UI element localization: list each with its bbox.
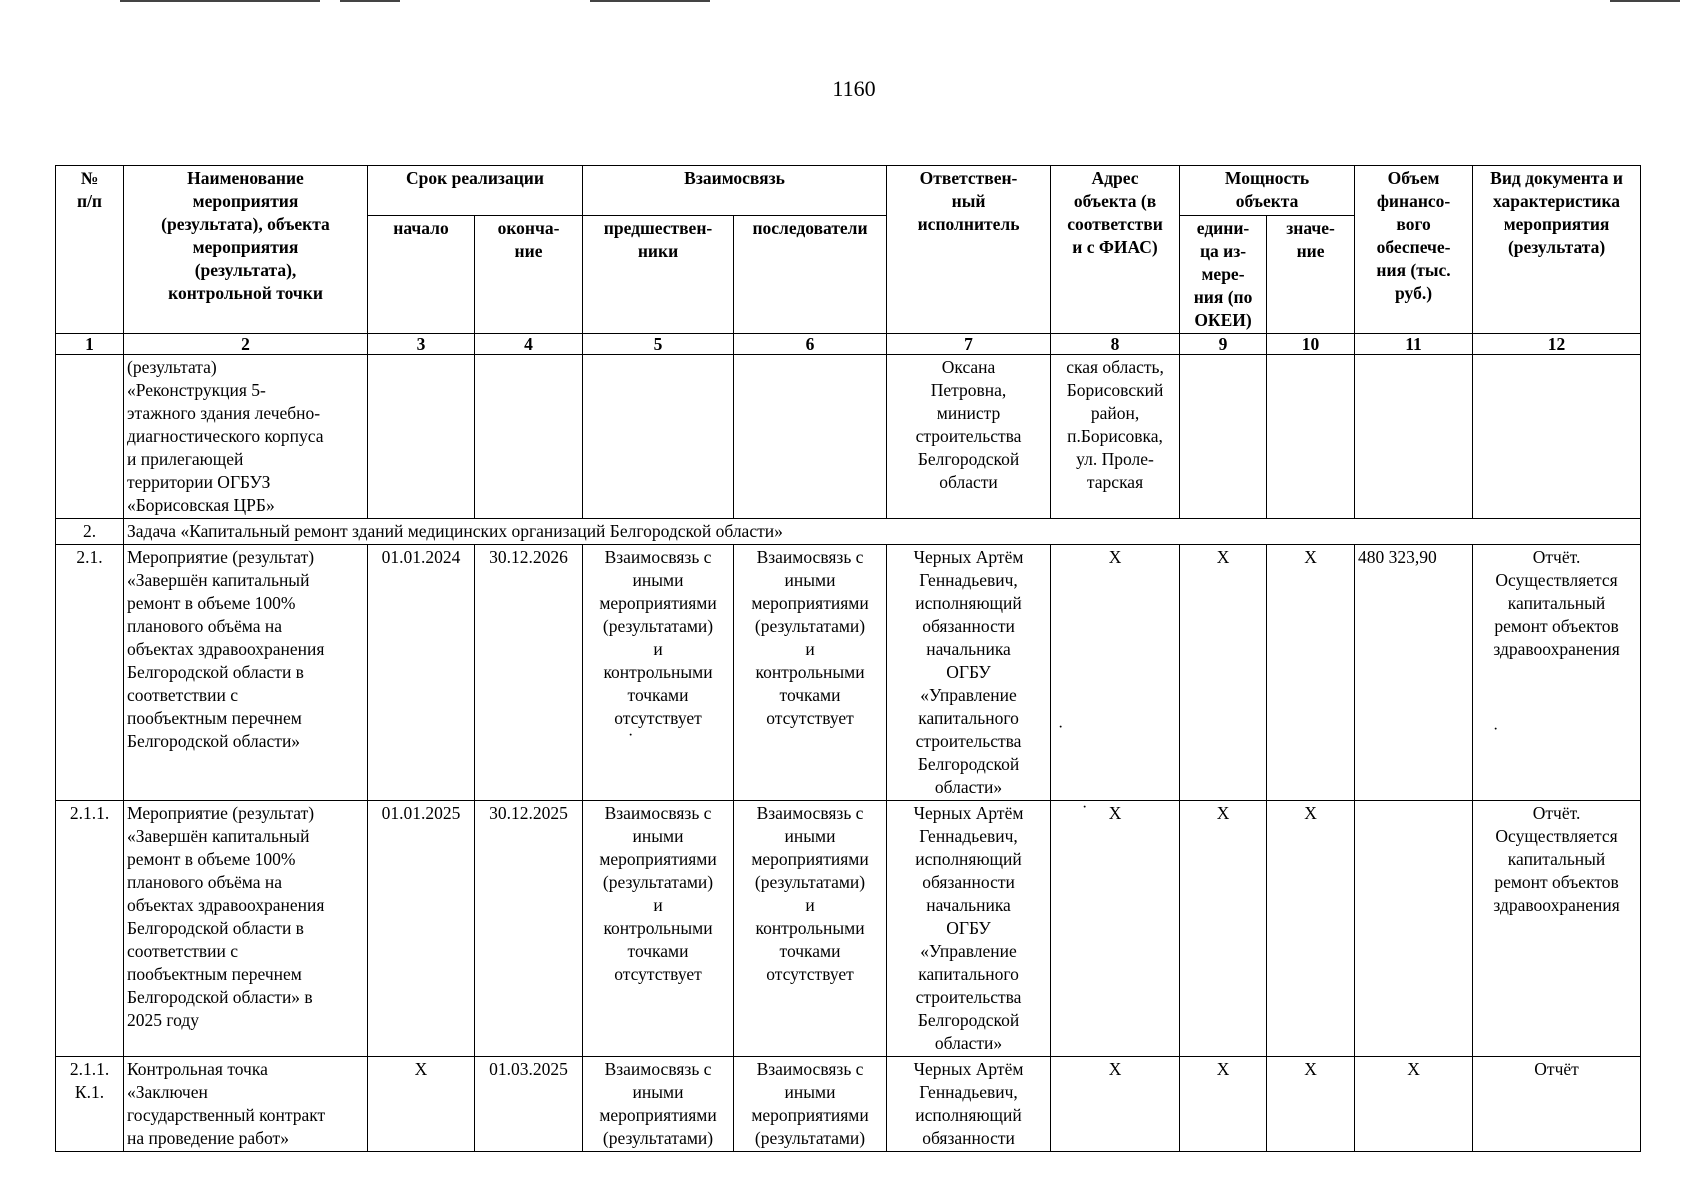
row-num-cell: 2.1. — [56, 545, 124, 801]
column-number: 8 — [1051, 334, 1180, 355]
empty-cell — [368, 355, 475, 519]
column-number: 3 — [368, 334, 475, 355]
row-next-cell: Взаимосвязь с иными мероприятиями (результатами) и контрольными точками отсутствует — [734, 545, 887, 801]
header-period-end: оконча- ние — [475, 216, 583, 334]
empty-cell — [475, 355, 583, 519]
header-doc-type: Вид документа и характеристика мероприятия (результата) — [1473, 166, 1641, 334]
task-title-cell: Задача «Капитальный ремонт зданий медицинских организаций Белгородской области» — [124, 519, 1641, 545]
row-unit-cell: X — [1180, 1057, 1267, 1152]
row-finance-cell — [1355, 801, 1473, 1057]
row-name-cell: Мероприятие (результат) «Завершён капитальный ремонт в объеме 100% планового объёма на объектах здравоохранения Белгородской области в соответствии с пообъектным перечнем Белгородской области» — [124, 545, 368, 801]
column-number: 12 — [1473, 334, 1641, 355]
empty-cell — [583, 355, 734, 519]
row-doc-cell: Отчёт — [1473, 1057, 1641, 1152]
row-value-cell: X — [1267, 801, 1355, 1057]
column-number: 2 — [124, 334, 368, 355]
header-relation-next: последователи — [734, 216, 887, 334]
header-num: № п/п — [56, 166, 124, 334]
row-address-cell: X — [1051, 545, 1180, 801]
column-number: 1 — [56, 334, 124, 355]
row-unit-cell: X — [1180, 801, 1267, 1057]
row-value-cell: X — [1267, 1057, 1355, 1152]
row-name-cell: (результата) «Реконструкция 5- этажного здания лечебно- диагностического корпуса и прилегающей территории ОГБУЗ «Борисовская ЦРБ» — [124, 355, 368, 519]
table-row-2-1-1 — [56, 801, 1641, 1057]
row-finance-cell: X — [1355, 1057, 1473, 1152]
empty-cell — [1355, 355, 1473, 519]
row-responsible-cell: Оксана Петровна, министр строительства Белгородской области — [887, 355, 1051, 519]
row-value-cell: X — [1267, 545, 1355, 801]
header-name: Наименование мероприятия (результата), объекта мероприятия (результата), контрольной точки — [124, 166, 368, 334]
row-start-cell: 01.01.2024 — [368, 545, 475, 801]
header-responsible: Ответствен- ный исполнитель — [887, 166, 1051, 334]
row-num-cell: 2. — [56, 519, 124, 545]
column-number: 10 — [1267, 334, 1355, 355]
row-start-cell: X — [368, 1057, 475, 1152]
row-responsible-cell: Черных Артём Геннадьевич, исполняющий обязанности начальника ОГБУ «Управление капитального строительства Белгородской области» — [887, 545, 1051, 801]
header-capacity-value: значе- ние — [1267, 216, 1355, 334]
row-doc-cell: Отчёт. Осуществляется капитальный ремонт объектов здравоохранения — [1473, 545, 1641, 801]
scan-speck: · — [1058, 719, 1064, 736]
row-end-cell: 30.12.2025 — [475, 801, 583, 1057]
empty-cell — [1180, 355, 1267, 519]
table-row-2-1 — [56, 545, 1641, 801]
column-number: 5 — [583, 334, 734, 355]
scan-speck: · — [628, 727, 634, 744]
row-doc-cell: Отчёт. Осуществляется капитальный ремонт объектов здравоохранения — [1473, 801, 1641, 1057]
row-start-cell: 01.01.2025 — [368, 801, 475, 1057]
header-period-start: начало — [368, 216, 475, 334]
row-num-cell: 2.1.1. К.1. — [56, 1057, 124, 1152]
scan-speck: · — [1493, 721, 1499, 738]
scan-edge-line — [340, 0, 400, 2]
row-responsible-cell: Черных Артём Геннадьевич, исполняющий обязанности — [887, 1057, 1051, 1152]
row-address-cell: X — [1051, 1057, 1180, 1152]
row-end-cell: 30.12.2026 — [475, 545, 583, 801]
header-relation: Взаимосвязь — [583, 166, 887, 216]
table-row-continued — [56, 355, 1641, 519]
header-relation-prev: предшествен- ники — [583, 216, 734, 334]
row-unit-cell: X — [1180, 545, 1267, 801]
row-end-cell: 01.03.2025 — [475, 1057, 583, 1152]
header-capacity: Мощность объекта — [1180, 166, 1355, 216]
row-prev-cell: Взаимосвязь с иными мероприятиями (результатами) и контрольными точками отсутствует — [583, 801, 734, 1057]
table-row-task — [56, 519, 1641, 545]
row-finance-cell: 480 323,90 — [1355, 545, 1473, 801]
row-num-cell — [56, 355, 124, 519]
header-capacity-unit: едини- ца из- мере- ния (по ОКЕИ) — [1180, 216, 1267, 334]
column-numbers-row — [56, 334, 1641, 355]
row-next-cell: Взаимосвязь с иными мероприятиями (результатами) — [734, 1057, 887, 1152]
row-responsible-cell: Черных Артём Геннадьевич, исполняющий обязанности начальника ОГБУ «Управление капитального строительства Белгородской области» — [887, 801, 1051, 1057]
row-address-cell: X — [1051, 801, 1180, 1057]
column-number: 6 — [734, 334, 887, 355]
page-number: 1160 — [832, 76, 876, 101]
empty-cell — [734, 355, 887, 519]
header-finance: Объем финансо- вого обеспече- ния (тыс. руб.) — [1355, 166, 1473, 334]
row-address-cell: ская область, Борисовский район, п.Борисовка, ул. Проле- тарская — [1051, 355, 1180, 519]
scan-speck: · — [1082, 799, 1088, 816]
column-number: 4 — [475, 334, 583, 355]
row-prev-cell: Взаимосвязь с иными мероприятиями (результатами) и контрольными точками отсутствует — [583, 545, 734, 801]
header-row-top — [56, 166, 1641, 216]
empty-cell — [1267, 355, 1355, 519]
row-num-cell: 2.1.1. — [56, 801, 124, 1057]
column-number: 9 — [1180, 334, 1267, 355]
column-number: 11 — [1355, 334, 1473, 355]
header-period: Срок реализации — [368, 166, 583, 216]
scan-edge-line — [1610, 0, 1680, 2]
row-name-cell: Мероприятие (результат) «Завершён капитальный ремонт в объеме 100% планового объёма на объектах здравоохранения Белгородской области в соответствии с пообъектным перечнем Белгородской области» в 2025 году — [124, 801, 368, 1057]
row-next-cell: Взаимосвязь с иными мероприятиями (результатами) и контрольными точками отсутствует — [734, 801, 887, 1057]
row-prev-cell: Взаимосвязь с иными мероприятиями (результатами) — [583, 1057, 734, 1152]
scan-edge-line — [120, 0, 320, 2]
empty-cell — [1473, 355, 1641, 519]
row-name-cell: Контрольная точка «Заключен государственный контракт на проведение работ» — [124, 1057, 368, 1152]
header-address: Адрес объекта (в соответстви и с ФИАС) — [1051, 166, 1180, 334]
column-number: 7 — [887, 334, 1051, 355]
scan-edge-line — [590, 0, 710, 2]
table-row-2-1-1-k1 — [56, 1057, 1641, 1152]
plan-table — [55, 165, 1641, 1152]
